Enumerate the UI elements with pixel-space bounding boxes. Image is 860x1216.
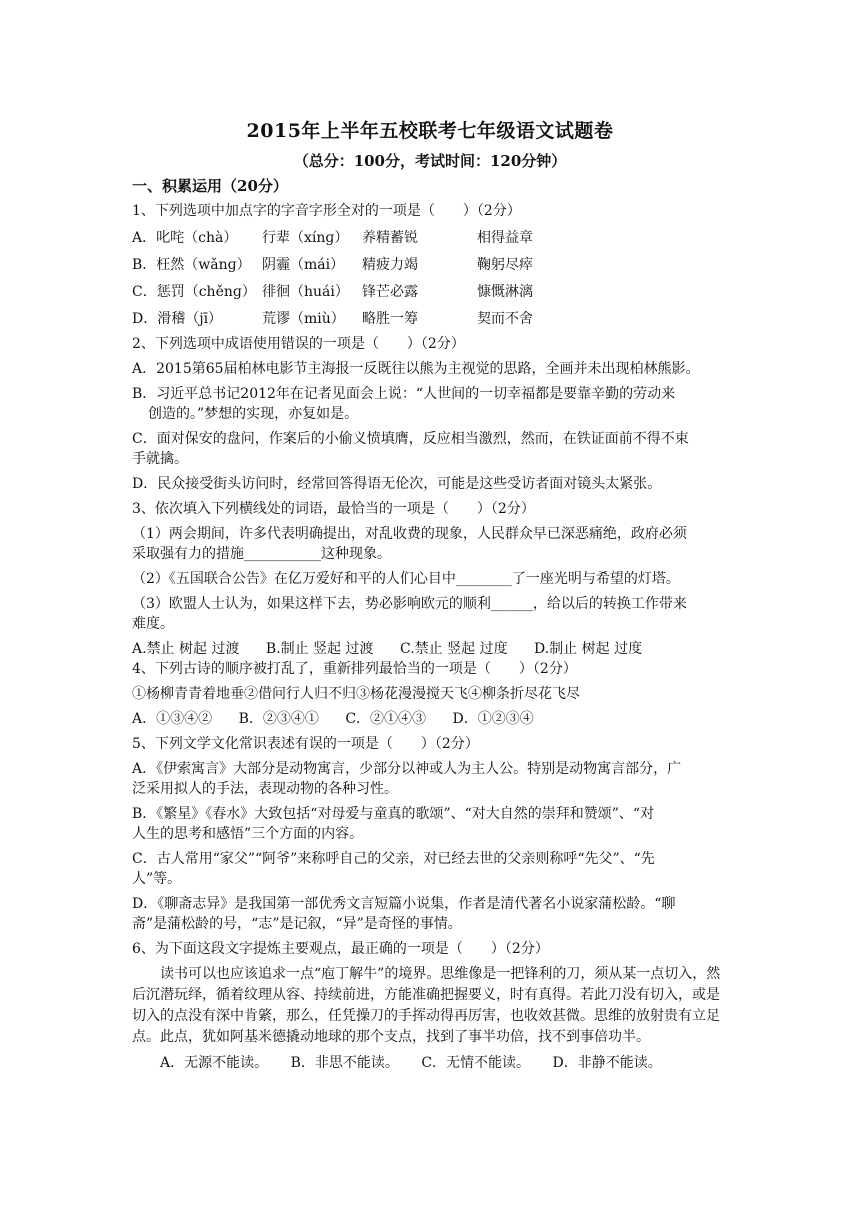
question-4-option-c: C．②①④③ (345, 711, 427, 727)
option-part: 阴霾（mái） (262, 257, 345, 273)
option-part: 相得益章 (477, 230, 533, 246)
question-3-option-d: D.制止 树起 过度 (534, 641, 643, 657)
option-part: 慷慨淋漓 (477, 284, 533, 300)
question-4-option-a: A．①③④② (132, 711, 213, 727)
question-2-option-b: B．习近平总书记2012年在记者见面会上说：“人世间的一切幸福都是要靠辛勤的劳动来 (132, 386, 676, 402)
question-4-options (132, 709, 732, 729)
question-6-options (132, 1053, 732, 1073)
option-part: B．枉然（wǎnɡ） (132, 257, 251, 273)
question-2-option-a: A．2015第65届柏林电影节主海报一反既往以熊为主视觉的思路，全画并未出现柏林熊影。 (132, 361, 700, 377)
option-part: 鞠躬尽瘁 (477, 257, 533, 273)
question-3-sentence-3-cont: 难度。 (132, 616, 174, 632)
question-3-sentence-1-cont: 采取强有力的措施___________这种现象。 (132, 546, 391, 562)
question-5-option-a: A．《伊索寓言》大部分是动物寓言，少部分以神或人为主人公。特别是动物寓言部分，广 (132, 761, 682, 777)
question-2-stem: 2、下列选项中成语使用错误的一项是（ ）（2分） (132, 336, 465, 352)
section-heading: 一、积累运用（20分） (132, 177, 288, 195)
exam-subtitle: （总分：100分，考试时间：120分钟） (293, 152, 567, 170)
question-6-option-a: A．无源不能读。 (160, 1055, 269, 1071)
question-5-option-b: B．《繁星》《春水》大致包括“对母爱与童真的歌颂”、“对大自然的崇拜和赞颂”、“对 (132, 806, 655, 822)
question-4-poem: ①杨柳青青着地垂②借问行人归不归③杨花漫漫搅天飞④柳条折尽花飞尽 (132, 686, 580, 702)
question-3-option-c: C.禁止 竖起 过度 (400, 641, 508, 657)
question-1-stem: 1、下列选项中加点字的字音字形全对的一项是（ ）（2分） (132, 203, 521, 219)
option-part: 契而不舍 (477, 311, 533, 327)
exam-title: 2015年上半年五校联考七年级语文试题卷 (246, 120, 614, 142)
option-part: C．惩罚（chěnɡ） (132, 284, 256, 300)
question-5-option-b-cont: 人生的思考和感悟”三个方面的内容。 (132, 826, 364, 842)
question-1-option-a (132, 228, 732, 248)
question-2-option-c: C．面对保安的盘问，作案后的小偷义愤填膺，反应相当激烈，然而，在铁证面前不得不束 (132, 431, 689, 447)
question-3-sentence-1: （1）两会期间，许多代表明确提出，对乱收费的现象，人民群众早已深恶痛绝，政府必须 (132, 526, 687, 542)
option-part: 荒谬（miù） (262, 311, 345, 327)
option-part: 精疲力竭 (362, 257, 418, 273)
question-6-option-b: B．非思不能读。 (290, 1055, 399, 1071)
question-3-option-a: A.禁止 树起 过渡 (132, 641, 240, 657)
option-part: D．滑稽（jī） (132, 311, 223, 327)
question-5-option-a-cont: 泛采用拟人的手法，表现动物的各种习性。 (132, 781, 398, 797)
option-part: A．叱咤（chà） (132, 230, 238, 246)
question-1-option-d (132, 309, 732, 329)
question-3-sentence-2: （2）《五国联合公告》在亿万爱好和平的人们心目中________了一座光明与希望的灯塔。 (132, 571, 680, 587)
option-part: 养精蓄锐 (362, 230, 418, 246)
question-5-option-d: D．《聊斋志异》是我国第一部优秀文言短篇小说集，作者是清代著名小说家蒲松龄。“聊 (132, 896, 676, 912)
option-part: 锋芒必露 (362, 284, 418, 300)
question-5-stem: 5、下列文学文化常识表述有误的一项是（ ）（2分） (132, 736, 479, 752)
question-3-sentence-3: （3）欧盟人士认为，如果这样下去，势必影响欧元的顺利______，给以后的转换工作带来 (132, 596, 687, 612)
question-6-stem: 6、为下面这段文字提炼主要观点，最正确的一项是（ ）（2分） (132, 941, 549, 957)
question-3-options (132, 639, 732, 659)
exam-content (132, 176, 732, 1073)
question-6-option-c: C．无情不能读。 (421, 1055, 531, 1071)
option-part: 略胜一筹 (362, 311, 418, 327)
question-4-option-b: B．②③④① (238, 711, 319, 727)
question-3-stem: 3、依次填入下列横线处的词语，最恰当的一项是（ ）（2分） (132, 501, 535, 517)
question-3-option-b: B.制止 竖起 过渡 (265, 641, 374, 657)
question-6-option-d: D．非静不能读。 (552, 1055, 662, 1071)
question-5-option-d-cont: 斋”是蒲松龄的号，“志”是记叙，“异”是奇怪的事情。 (132, 916, 462, 932)
option-part: 徘徊（huái） (262, 284, 349, 300)
question-5-option-c-cont: 人”等。 (132, 871, 182, 887)
question-2-option-d: D．民众接受街头访问时，经常回答得语无伦次，可能是这些受访者面对镜头太紧张。 (132, 476, 662, 492)
question-4-option-d: D．①②③④ (452, 711, 534, 727)
question-1-option-c (132, 282, 732, 302)
question-5-option-c: C．古人常用“家父”“阿爷”来称呼自己的父亲，对已经去世的父亲则称呼“先父”、“先 (132, 851, 655, 867)
question-4-stem: 4、下列古诗的顺序被打乱了，重新排列最恰当的一项是（ ）（2分） (132, 661, 577, 677)
question-6-passage: 读书可以也应该追求一点“庖丁解牛”的境界。思维像是一把锋利的刀，须从某一点切入，然后沉潜玩绎，循着纹理从容、持续前进，方能准确把握要义，时有真得。若此刀没有切入，或是切入的点没有深中肯綮，那么，任凭操刀的手挥动得再厉害，也收效甚微。思维的放射贵有立足点。此点，犹如阿基米德撬动地球的那个支点，找到了事半功倍，找不到事倍功半。 (132, 966, 721, 1045)
question-2-option-b-cont: 创造的。”梦想的实现，亦复如是。 (148, 406, 359, 422)
question-2-option-c-cont: 手就擒。 (132, 451, 188, 467)
option-part: 行辈（xínɡ） (262, 230, 349, 246)
question-1-option-b (132, 255, 732, 275)
